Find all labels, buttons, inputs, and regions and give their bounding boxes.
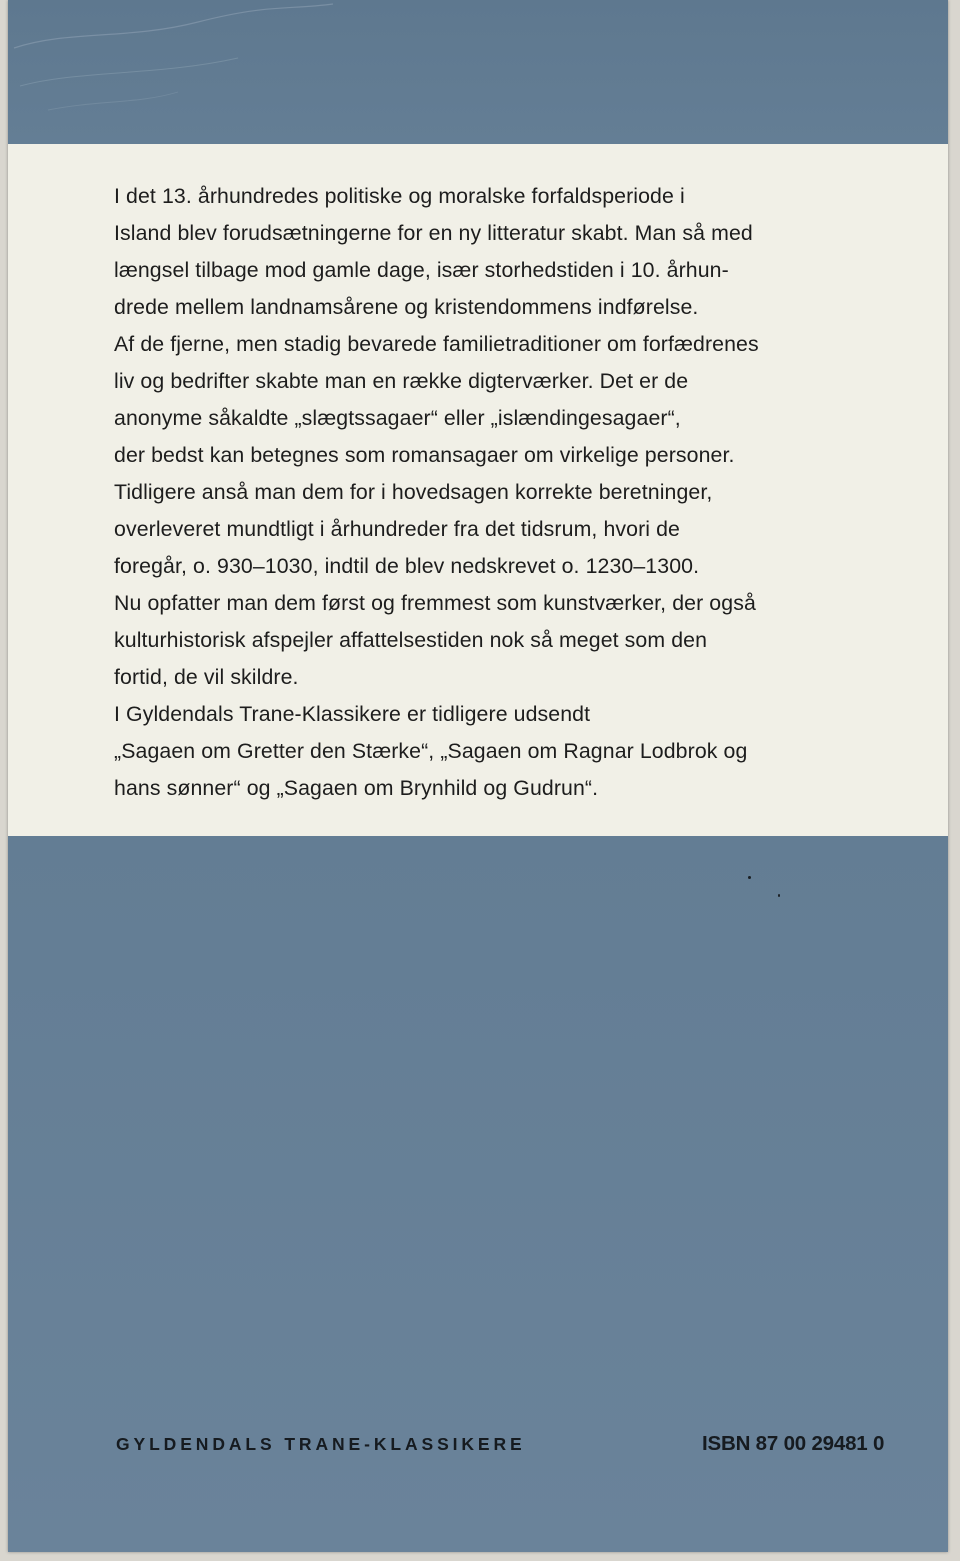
blurb-text bbox=[114, 178, 894, 807]
blurb-line: Af de fjerne, men stadig bevarede familietraditioner om forfædrenes bbox=[114, 332, 759, 356]
blurb-line: kulturhistorisk afspejler affattelsestiden nok så meget som den bbox=[114, 628, 708, 652]
blurb-line: Nu opfatter man dem først og fremmest som kunstværker, der også bbox=[114, 591, 756, 615]
blurb-line: fortid, de vil skildre. bbox=[114, 665, 299, 689]
blurb-line: liv og bedrifter skabte man en række digterværker. Det er de bbox=[114, 369, 689, 393]
blurb-line: „Sagaen om Gretter den Stærke“, „Sagaen om Ragnar Lodbrok og bbox=[114, 739, 748, 763]
cover-crease-marks bbox=[8, 0, 338, 144]
blurb-line: Island blev forudsætningerne for en ny litteratur skabt. Man så med bbox=[114, 221, 753, 245]
blurb-line: drede mellem landnamsårene og kristendommens indførelse. bbox=[114, 295, 699, 319]
blurb-line: I det 13. århundredes politiske og moralske forfaldsperiode i bbox=[114, 184, 685, 208]
isbn-number: ISBN 87 00 29481 0 bbox=[702, 1432, 885, 1455]
cover-speck bbox=[778, 894, 780, 897]
blurb-line: foregår, o. 930–1030, indtil de blev nedskrevet o. 1230–1300. bbox=[114, 554, 700, 578]
cover-speck bbox=[748, 876, 751, 879]
blurb-panel bbox=[8, 144, 948, 836]
series-name: GYLDENDALS TRANE-KLASSIKERE bbox=[116, 1434, 526, 1454]
top-color-band bbox=[8, 0, 948, 144]
book-back-cover bbox=[8, 0, 948, 1552]
blurb-line: hans sønner“ og „Sagaen om Brynhild og Gudrun“. bbox=[114, 776, 599, 800]
blurb-line: længsel tilbage mod gamle dage, især storhedstiden i 10. århun- bbox=[114, 258, 729, 282]
blurb-line: anonyme såkaldte „slægtssagaer“ eller „islændingesagaer“, bbox=[114, 406, 681, 430]
blurb-line: der bedst kan betegnes som romansagaer om virkelige personer. bbox=[114, 443, 735, 467]
blurb-line: overleveret mundtligt i århundreder fra det tidsrum, hvori de bbox=[114, 517, 681, 541]
blurb-line: Tidligere anså man dem for i hovedsagen korrekte beretninger, bbox=[114, 480, 713, 504]
blurb-line: I Gyldendals Trane-Klassikere er tidligere udsendt bbox=[114, 702, 591, 726]
